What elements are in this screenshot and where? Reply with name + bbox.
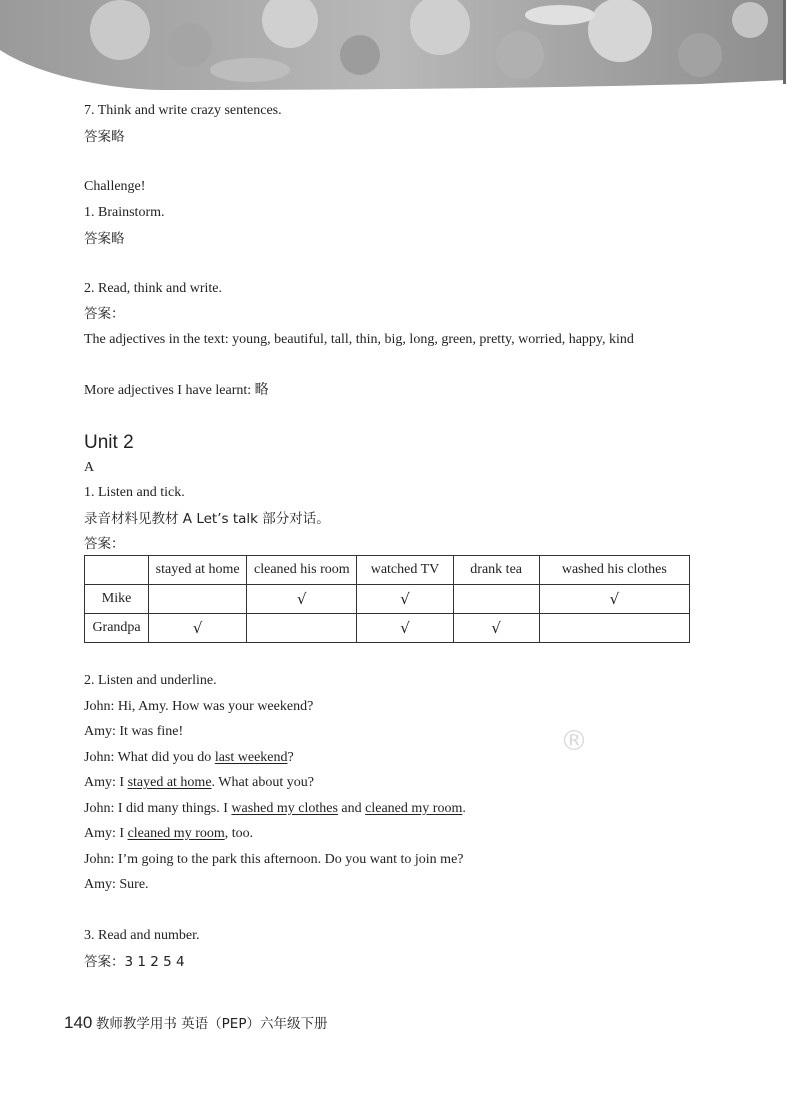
dialogue-text: I [119,775,128,790]
dialogue-text: . What about you? [211,775,314,790]
table-header-cell: cleaned his room [247,556,357,585]
table-header-cell: drank tea [453,556,539,585]
speaker: John: [84,750,115,765]
challenge-q1-answer: 答案略 [84,231,125,247]
underlined-phrase: stayed at home [127,775,212,790]
speaker: Amy: [84,826,116,841]
table-row [85,585,690,614]
dialogue-line [84,749,294,767]
check-cell: √ [453,614,539,643]
decorative-header-banner [0,0,800,92]
table-header-cell: washed his clothes [539,556,689,585]
dialogue-line [84,851,464,869]
check-cell: √ [357,614,453,643]
check-cell [539,614,689,643]
row-name-cell: Grandpa [85,614,149,643]
speaker: John: [84,801,115,816]
underlined-phrase: cleaned my room [127,826,225,841]
check-cell [453,585,539,614]
page-footer [64,1012,327,1033]
floral-banner-image [0,0,800,92]
unit2-q1-title: 1. Listen and tick. [84,485,185,500]
dialogue-text: , too. [224,826,254,841]
unit-title: Unit 2 [84,432,134,453]
table-header-cell [85,556,149,585]
ex7-title: 7. Think and write crazy sentences. [84,103,282,118]
dialogue-line [84,723,183,741]
table-header-row [85,556,690,585]
speaker: Amy: [84,877,116,892]
dialogue-text: It was fine! [119,724,184,739]
adjectives-text: The adjectives in the text: young, beautiful, tall, thin, big, long, green, pretty, worried, happy, kind [84,332,634,347]
underlined-phrase: washed my clothes [231,801,338,816]
book-title: 教师教学用书 英语（PEP）六年级下册 [95,1016,328,1032]
speaker: Amy: [84,775,116,790]
dialogue-line [84,698,313,716]
check-cell: √ [149,614,247,643]
dialogue-text: Sure. [119,877,149,892]
check-cell [247,614,357,643]
dialogue-text: I did many things. I [117,801,232,816]
underlined-phrase: cleaned my room [365,801,463,816]
check-cell: √ [539,585,689,614]
check-cell: √ [247,585,357,614]
dialogue-line [84,876,149,894]
challenge-heading: Challenge! [84,179,146,194]
answer-table [84,555,690,643]
dialogue-text: I’m going to the park this afternoon. Do you want to join me? [117,852,464,867]
table-header-cell: watched TV [357,556,453,585]
dialogue-line [84,825,253,843]
dialogue-text: Hi, Amy. How was your weekend? [117,699,314,714]
more-adjectives: More adjectives I have learnt: 略 [84,383,269,398]
challenge-q2-title: 2. Read, think and write. [84,281,223,296]
speaker: John: [84,699,115,714]
dialogue-text: ? [287,750,294,765]
dialogue-line [84,800,466,818]
dialogue-text: and [337,801,366,816]
challenge-q1-title: 1. Brainstorm. [84,205,165,220]
unit2-q1-note: 录音材料见教材 A Let’s talk 部分对话。 [84,511,330,527]
page-number: 140 [64,1013,93,1032]
unit2-q1-answer-label: 答案： [84,536,125,552]
section-label: A [84,460,95,475]
registered-watermark: ® [560,724,588,757]
unit2-q3-answer: 答案：3 1 2 5 4 [84,954,185,970]
underlined-phrase: last weekend [214,750,288,765]
unit2-q3-title: 3. Read and number. [84,928,200,943]
dialogue-text: I [119,826,128,841]
check-cell [149,585,247,614]
ex7-answer: 答案略 [84,129,125,145]
speaker: Amy: [84,724,116,739]
table-row [85,614,690,643]
dialogue-text: What did you do [117,750,215,765]
dialogue-text: . [462,801,466,816]
speaker: John: [84,852,115,867]
challenge-q2-answer-label: 答案： [84,306,125,322]
table-header-cell: stayed at home [149,556,247,585]
dialogue-line [84,774,314,792]
row-name-cell: Mike [85,585,149,614]
check-cell: √ [357,585,453,614]
unit2-q2-title: 2. Listen and underline. [84,673,217,688]
